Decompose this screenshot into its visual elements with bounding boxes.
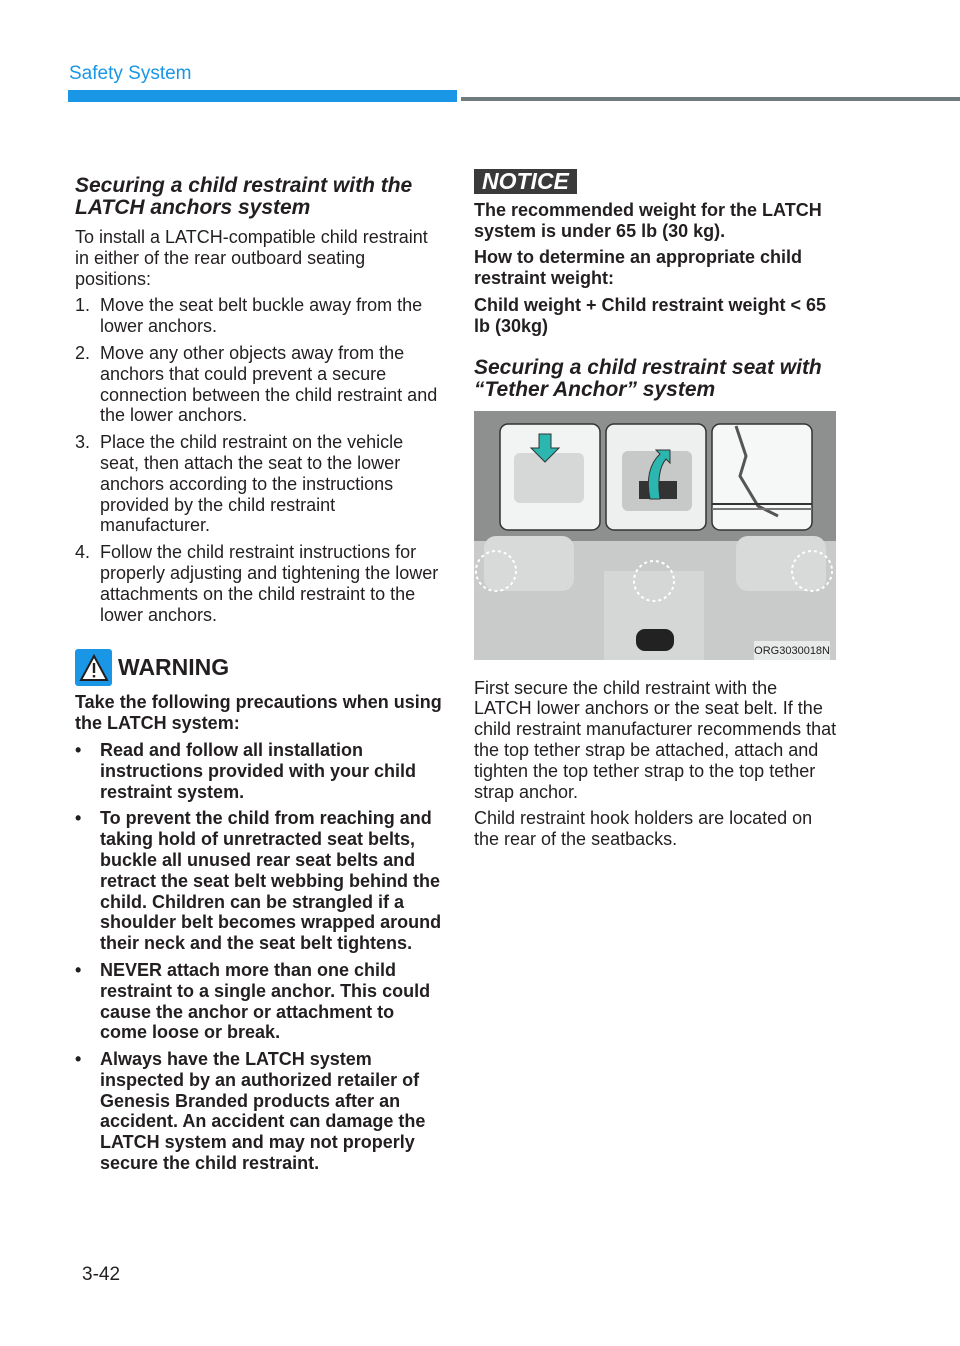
list-item: • Always have the LATCH system inspected by an authorized retailer of Genesis Branded products after an accident. An accident can damage the LATCH system and may not properly secure the child restraint. bbox=[75, 1049, 426, 1174]
latch-heading: Securing a child restraint with the LATCH anchors system bbox=[75, 174, 413, 219]
warning-header bbox=[75, 649, 445, 686]
right-column bbox=[474, 169, 839, 856]
seat-illustration bbox=[474, 411, 836, 660]
list-item: • Read and follow all installation instructions provided with your child restraint system. bbox=[75, 739, 417, 802]
list-item: • To prevent the child from reaching and taking hold of unretracted seat belts, buckle all unused rear seat belts and retract the seat belt webbing behind the child. Children can be strangled if a shoulder belt becomes wrapped around their neck and the seat belt tightens. bbox=[75, 808, 442, 954]
list-item: 4. Follow the child restraint instructions for properly adjusting and tightening the lower attachments on the child restraint to the lower anchors. bbox=[75, 542, 439, 625]
tether-paragraph: First secure the child restraint with the LATCH lower anchors or the seat belt. If the child restraint manufacturer recommends that the top tether strap be attached, attach and tighten the top tether strap to the top tether strap anchor. bbox=[474, 677, 837, 802]
notice-line: How to determine an appropriate child restraint weight: bbox=[474, 247, 803, 289]
latch-steps bbox=[75, 295, 445, 625]
figure-code: ORG3030018N bbox=[754, 641, 830, 660]
section-title: Safety System bbox=[69, 63, 192, 84]
notice-line: The recommended weight for the LATCH system is under 65 lb (30 kg). bbox=[474, 199, 822, 241]
notice-line: Child weight + Child restraint weight < 65 lb (30kg) bbox=[474, 294, 827, 336]
header-rule bbox=[461, 97, 960, 101]
list-item: 3. Place the child restraint on the vehicle seat, then attach the seat to the lower anchors according to the instructions provided by the child restraint manufacturer. bbox=[75, 432, 404, 536]
warning-triangle-icon bbox=[75, 649, 112, 686]
tether-heading: Securing a child restraint seat with “Tether Anchor” system bbox=[474, 355, 822, 401]
tether-paragraph: Child restraint hook holders are located on the rear of the seatbacks. bbox=[474, 808, 813, 850]
left-column bbox=[75, 175, 445, 1180]
tether-anchor-illustration bbox=[474, 411, 836, 660]
notice-label: NOTICE bbox=[474, 169, 577, 194]
header-accent-bar bbox=[68, 90, 457, 102]
page-number: 3-42 bbox=[82, 1264, 121, 1285]
list-item: 1. Move the seat belt buckle away from the lower anchors. bbox=[75, 295, 423, 337]
warning-label: WARNING bbox=[118, 654, 230, 681]
warning-intro: Take the following precautions when using the LATCH system: bbox=[75, 692, 442, 734]
latch-intro: To install a LATCH-compatible child restraint in either of the rear outboard seating positions: bbox=[75, 227, 428, 289]
warning-bullets bbox=[75, 740, 445, 1174]
list-item: 2. Move any other objects away from the anchors that could prevent a secure connection between the child restraint and the lower anchors. bbox=[75, 342, 438, 426]
list-item: • NEVER attach more than one child restraint to a single anchor. This could cause the anchor or attachment to come loose or break. bbox=[75, 959, 431, 1043]
